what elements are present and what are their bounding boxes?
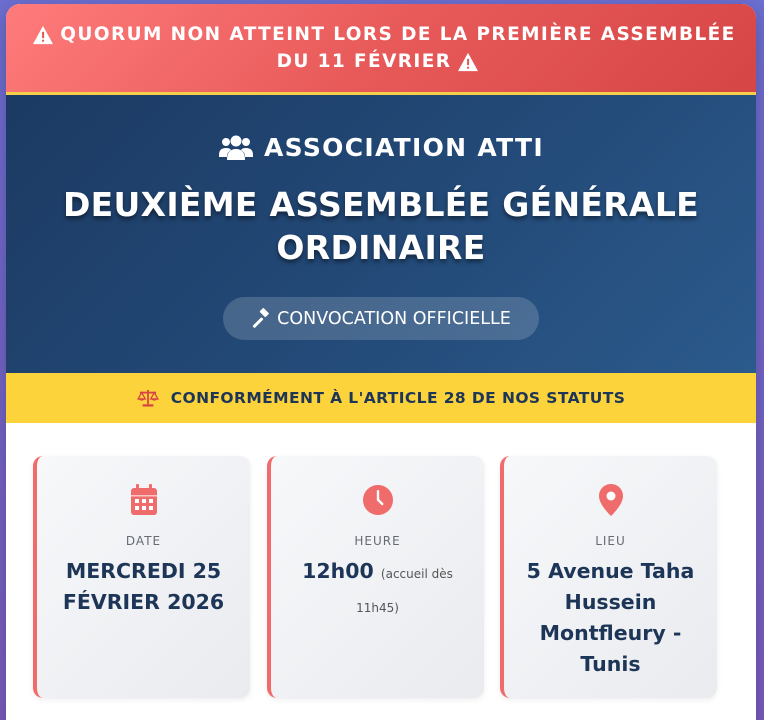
time-value: 12h00: [302, 559, 374, 583]
hero-header: [6, 95, 756, 373]
date-card: [33, 456, 250, 698]
users-icon: [218, 135, 254, 161]
time-value-block: [279, 556, 476, 624]
clock-icon: [362, 484, 394, 516]
organization-name: [6, 133, 756, 162]
location-value: 5 Avenue Taha Hussein Montfleury - Tunis: [526, 559, 695, 676]
warning-icon: [457, 52, 479, 72]
statute-article-text: CONFORMÉMENT À L'ARTICLE 28 DE NOS STATUTS: [170, 389, 626, 407]
alert-text-line1: QUORUM NON ATTEINT LORS DE LA PREMIÈRE ASSEMBLÉE: [60, 24, 736, 45]
gavel-icon: [251, 308, 273, 330]
balance-scale-icon: [137, 389, 159, 407]
official-convocation-label: CONVOCATION OFFICIELLE: [277, 308, 511, 329]
warning-icon: [32, 25, 54, 45]
location-label: LIEU: [595, 534, 626, 548]
date-label: DATE: [125, 534, 162, 548]
welcome-time-note: (accueil dès 11h45): [356, 567, 453, 615]
date-value: MERCREDI 25 FÉVRIER 2026: [62, 559, 225, 614]
quorum-alert-banner: [6, 4, 756, 95]
title-line2: ORDINAIRE: [276, 228, 486, 267]
organization-name-text: ASSOCIATION ATTI: [264, 133, 544, 162]
location-pin-icon: [599, 484, 623, 516]
location-card: [500, 456, 717, 698]
official-convocation-badge: [223, 297, 539, 340]
time-label: HEURE: [354, 534, 401, 548]
calendar-icon: [130, 484, 158, 516]
title-line1: DEUXIÈME ASSEMBLÉE GÉNÉRALE: [62, 185, 699, 224]
alert-text-line2: DU 11 FÉVRIER: [276, 51, 452, 72]
page-title: [6, 183, 756, 269]
statute-article-banner: [6, 373, 756, 423]
time-card: [267, 456, 484, 698]
event-details: [33, 456, 717, 700]
